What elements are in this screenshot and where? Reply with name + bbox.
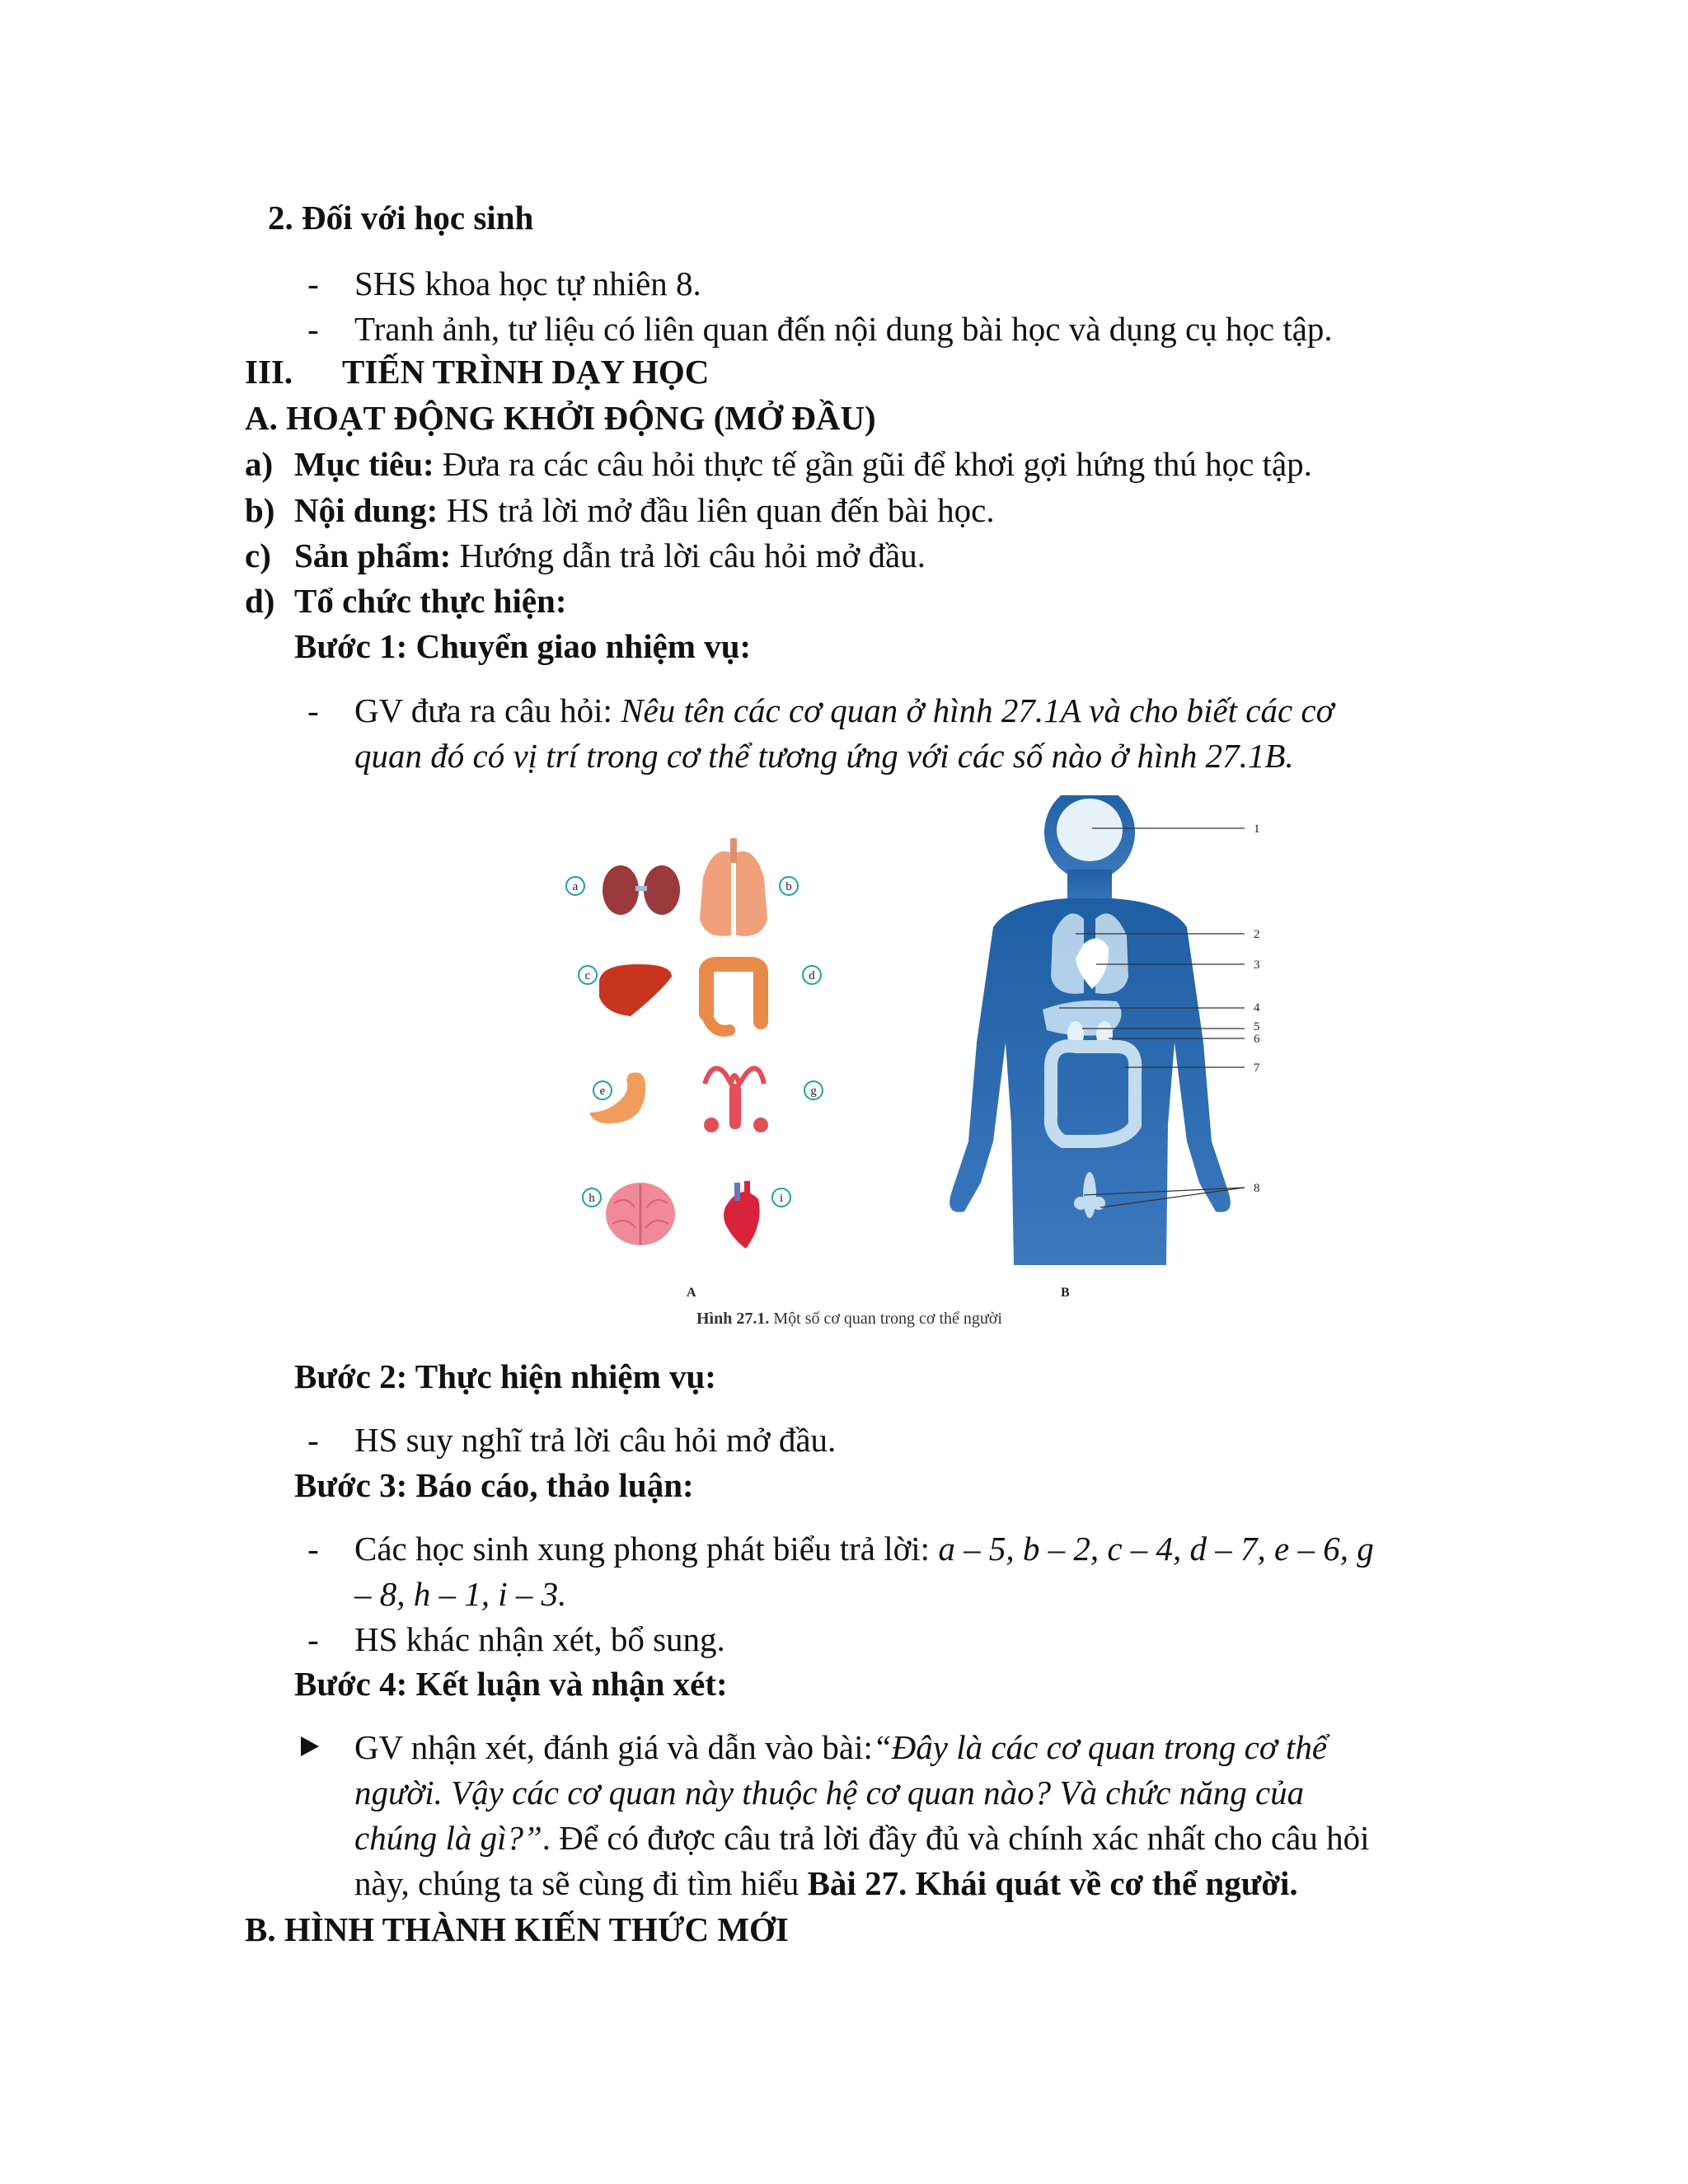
lungs-icon xyxy=(700,838,767,936)
step2-title: Bước 2: Thực hiện nhiệm vụ: xyxy=(294,1357,716,1395)
answer-line: – 8, h – 1, i – 3. xyxy=(354,1575,567,1613)
part-title: TIẾN TRÌNH DẠY HỌC xyxy=(342,353,710,391)
activity-a-title: A. HOẠT ĐỘNG KHỞI ĐỘNG (MỞ ĐẦU) xyxy=(245,399,876,437)
arrow-bullet-icon xyxy=(301,1736,319,1756)
number-5: 5 xyxy=(1254,1020,1260,1033)
panel-label-b: B xyxy=(1061,1286,1070,1300)
bullet-dash: - xyxy=(307,1530,319,1568)
number-3: 3 xyxy=(1254,958,1260,972)
conclusion-line: người. Vậy các cơ quan này thuộc hệ cơ quan nào? Và chức năng của xyxy=(354,1774,1305,1811)
conclusion-line: chúng là gì?”. Để có được câu trả lời đầy đủ và chính xác nhất cho câu hỏi xyxy=(354,1819,1370,1857)
letter-c: c xyxy=(584,969,591,982)
letter-d: d xyxy=(809,969,815,982)
activity-b-title: B. HÌNH THÀNH KIẾN THỨC MỚI xyxy=(245,1910,789,1948)
list-item: HS suy nghĩ trả lời câu hỏi mở đầu. xyxy=(354,1421,837,1459)
bullet-dash: - xyxy=(307,691,319,729)
letter-h: h xyxy=(588,1192,595,1205)
conclusion-line: GV nhận xét, đánh giá và dẫn vào bài:“Đây là các cơ quan trong cơ thể xyxy=(354,1728,1328,1766)
brain-icon xyxy=(606,1183,675,1245)
part-number: III. xyxy=(245,353,293,391)
kidneys-icon xyxy=(603,865,680,915)
letter-i: i xyxy=(779,1192,784,1205)
organs-figure xyxy=(548,795,1273,1339)
conclusion-line: này, chúng ta sẽ cùng đi tìm hiểu Bài 27. Khái quát về cơ thể người. xyxy=(354,1864,1298,1902)
step4-title: Bước 4: Kết luận và nhận xét: xyxy=(294,1665,728,1703)
letter-e: e xyxy=(599,1085,606,1098)
question-line: GV đưa ra câu hỏi: Nêu tên các cơ quan ở hình 27.1A và cho biết các cơ xyxy=(354,691,1334,729)
reproductive-organs-icon xyxy=(704,1068,768,1132)
step1-title: Bước 1: Chuyển giao nhiệm vụ: xyxy=(294,627,752,665)
liver-icon xyxy=(599,964,672,1016)
section-title: 2. Đối với học sinh xyxy=(268,199,534,237)
letter-g: g xyxy=(810,1085,817,1098)
letter-b: b xyxy=(785,880,792,893)
bullet-dash: - xyxy=(307,310,319,348)
number-6: 6 xyxy=(1254,1033,1260,1046)
letter-a: a xyxy=(572,880,579,893)
number-4: 4 xyxy=(1254,1001,1260,1015)
number-1: 1 xyxy=(1254,823,1260,836)
content-line: b) Nội dung: HS trả lời mở đầu liên quan đến bài học. xyxy=(245,491,995,529)
number-2: 2 xyxy=(1254,928,1260,941)
bullet-dash: - xyxy=(307,1620,319,1658)
answer-line: Các học sinh xung phong phát biểu trả lời: a – 5, b – 2, c – 4, d – 7, e – 6, g xyxy=(354,1530,1374,1568)
objective-line: a) Mục tiêu: Đưa ra các câu hỏi thực tế gần gũi để khơi gợi hứng thú học tập. xyxy=(245,445,1312,483)
bullet-dash: - xyxy=(307,1421,319,1459)
number-8: 8 xyxy=(1254,1182,1260,1195)
product-line: c) Sản phẩm: Hướng dẫn trả lời câu hỏi mở đầu. xyxy=(245,537,926,574)
figure-caption: Hình 27.1. Một số cơ quan trong cơ thể người xyxy=(696,1310,1002,1328)
intestine-icon xyxy=(706,964,761,1031)
heart-icon xyxy=(724,1181,760,1249)
organization-line: d) Tổ chức thực hiện: xyxy=(245,582,567,620)
panel-label-a: A xyxy=(687,1286,696,1300)
number-7: 7 xyxy=(1254,1062,1260,1075)
question-line: quan đó có vị trí trong cơ thể tương ứng với các số nào ở hình 27.1B. xyxy=(354,737,1294,775)
bullet-dash: - xyxy=(307,265,319,302)
step3-title: Bước 3: Báo cáo, thảo luận: xyxy=(294,1466,694,1504)
list-item: HS khác nhận xét, bổ sung. xyxy=(354,1620,725,1658)
list-item: Tranh ảnh, tư liệu có liên quan đến nội dung bài học và dụng cụ học tập. xyxy=(354,310,1333,348)
list-item: SHS khoa học tự nhiên 8. xyxy=(354,265,701,302)
